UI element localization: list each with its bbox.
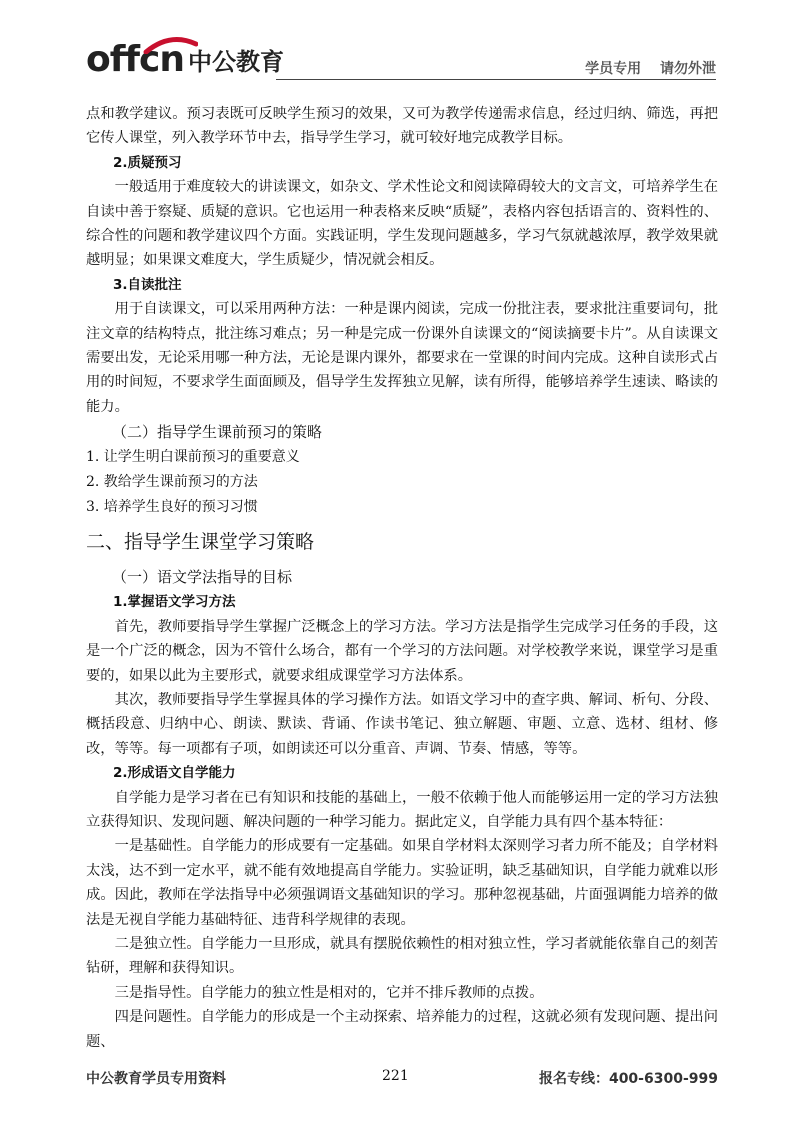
header-tag-confidential: 请勿外泄 [660,61,716,77]
footer-label: 中公教育学员专用资料 [86,1071,226,1087]
header-tag-members: 学员专用 [585,61,642,77]
paragraph-second: 其次，教师要指导学生掌握具体的学习操作方法。如语文学习中的查字典、解词、析句、分段、概括段意、归纳中心、朗读、默读、背诵、作读书笔记、独立解题、审题、立意、选材、组材、修改，等等。每一项都有子项，如朗读还可以分重音、声调、节奏、情感，等等。 [86,691,718,757]
heading-preview-strategy: （二）指导学生课前预习的策略 [112,423,323,442]
footer-hotline: 报名专线：400-6300-999 [538,1071,718,1087]
page-footer [86,1068,718,1092]
header-rule [276,79,716,80]
list-item: 3. 培养学生良好的预习习惯 [86,499,258,516]
paragraph-first: 首先，教师要指导学生掌握广泛概念上的学习方法。学习方法是指学生完成学习任务的手段，这是一个广泛的概念，因为不管什么场合，都有一个学习的方法问题。对学校教学来说，课堂学习是重要的，如果以此为主要形式，就要求组成课堂学习方法体系。 [86,618,718,684]
page-content [86,102,718,1054]
heading-zidu: 3.自读批注 [113,276,182,293]
paragraph-trait-3: 三是指导性。自学能力的独立性是相对的，它并不排斥教师的点拨。 [114,984,544,1001]
paragraph-trait-2: 二是独立性。自学能力一旦形成，就具有摆脱依赖性的相对独立性，学习者就能依靠自己的刻苦钻研，理解和获得知识。 [86,935,718,977]
list-item: 1. 让学生明白课前预习的重要意义 [86,449,300,466]
page-number: 221 [382,1068,409,1084]
paragraph-zidu: 用于自读课文，可以采用两种方法：一种是课内阅读，完成一份批注表，要求批注重要词句，批注文章的结构特点，批注练习难点；另一种是完成一份课外自读课文的“阅读摘要卡片”。从自读课文需要出发，无论采用哪一种方法，无论是课内课外，都要求在一堂课的时间内完成。这种自读形式占用的时间短，不要求学生面面顾及，倡导学生发挥独立见解，读有所得，能够培养学生速读、略读的能力。 [86,301,718,415]
paragraph-self-study: 自学能力是学习者在已有知识和技能的基础上，一般不依赖于他人而能够运用一定的学习方法独立获得知识、发现问题、解决问题的一种学习能力。据此定义，自学能力具有四个基本特征： [86,789,718,830]
paragraph-trait-1: 一是基础性。自学能力的形成要有一定基础。如果自学材料太深则学习者力所不能及；自学材料太浅，达不到一定水平，就不能有效地提高自学能力。实验证明，缺乏基础知识，自学能力就难以形成。因此，教师在学法指导中必须强调语文基础知识的学习。那种忽视基础，片面强调能力培养的做法是无视自学能力基础特征、违背科学规律的表现。 [86,838,718,928]
logo-text-en: offcn [86,39,185,80]
page-header [86,36,716,82]
header-tags [585,58,716,78]
heading-self-study: 2.形成语文自学能力 [113,765,236,782]
list-item: 2. 教给学生课前预习的方法 [86,474,258,491]
section-title: 二、指导学生课堂学习策略 [86,531,315,554]
offcn-logo [86,36,284,80]
paragraph-trait-4: 四是问题性。自学能力的形成是一个主动探索、培养能力的过程，这就必须有发现问题、提出问题、 [86,1009,718,1050]
heading-goals: （一）语文学法指导的目标 [112,568,293,587]
paragraph-intro: 点和教学建议。预习表既可反映学生预习的效果，又可为教学传递需求信息，经过归纳、筛选，再把它传人课堂，列入教学环节中去，指导学生学习，就可较好地完成教学目标。 [86,106,718,147]
logo-text-cn: 中公教育 [188,48,285,76]
heading-zhiyi: 2.质疑预习 [113,154,182,171]
heading-master-methods: 1.掌握语文学习方法 [113,594,236,611]
paragraph-zhiyi: 一般适用于难度较大的讲读课文，如杂文、学术性论文和阅读障碍较大的文言文，可培养学生在自读中善于察疑、质疑的意识。它也运用一种表格来反映“质疑”，表格内容包括语言的、资料性的、综合性的问题和教学建议四个方面。实践证明，学生发现问题越多，学习气氛就越浓厚，教学效果就越明显；如果课文难度大，学生质疑少，情况就会相反。 [86,179,718,269]
logo-arc-icon [142,36,198,54]
